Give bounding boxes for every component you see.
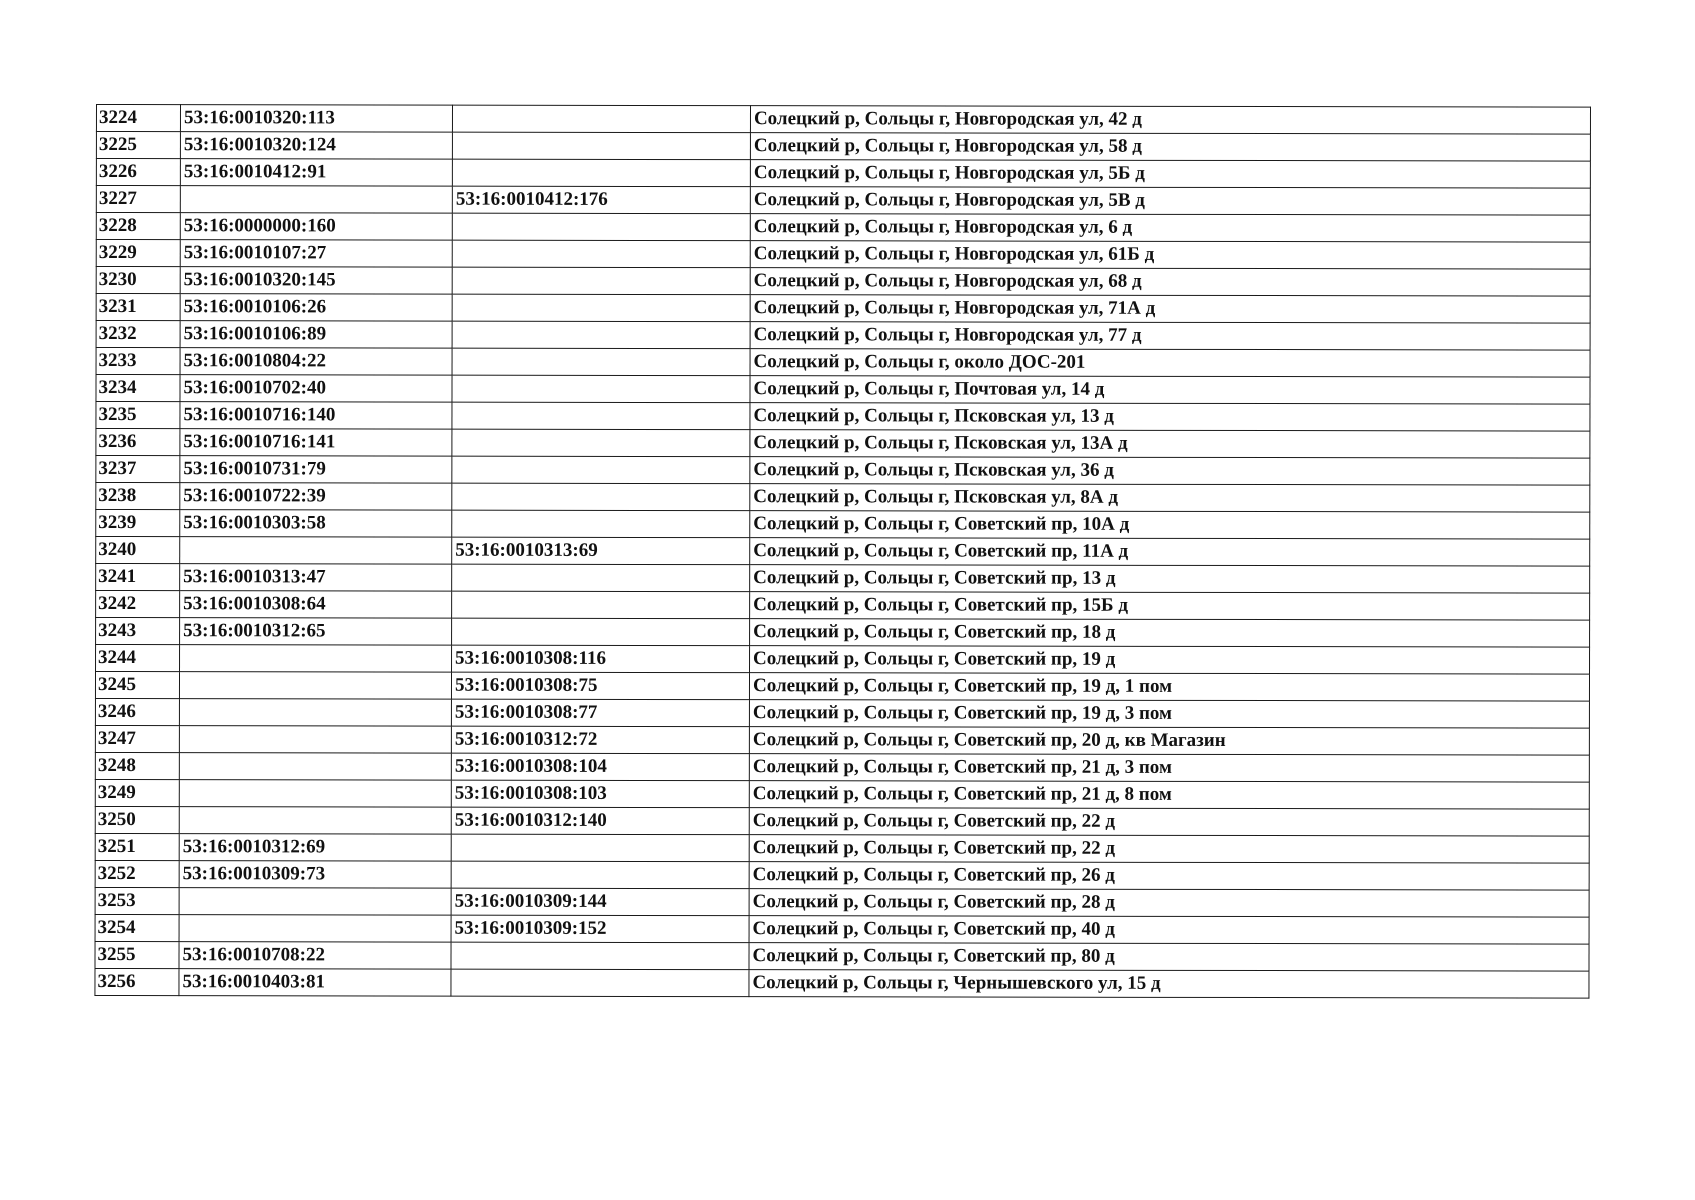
address-cell: Солецкий р, Сольцы г, Новгородская ул, 77 д [750, 322, 1590, 350]
cadastral-number-cell [179, 915, 451, 942]
table-row [96, 294, 1590, 324]
table-row [96, 618, 1590, 648]
cadastral-number-alt-cell [452, 213, 750, 241]
cadastral-number-cell: 53:16:0010320:145 [180, 267, 452, 294]
address-cell: Солецкий р, Сольцы г, Советский пр, 26 д [749, 862, 1589, 890]
cadastral-number-alt-cell [452, 348, 750, 376]
cadastral-number-alt-cell [452, 132, 750, 160]
cadastral-number-alt-cell [452, 402, 750, 430]
table-row [95, 806, 1589, 836]
row-number-cell: 3254 [95, 914, 179, 941]
row-number-cell: 3243 [96, 618, 180, 645]
cadastral-number-alt-cell: 53:16:0010312:72 [451, 726, 749, 754]
address-cell: Солецкий р, Сольцы г, Новгородская ул, 5В д [750, 187, 1590, 215]
row-number-cell: 3236 [96, 429, 180, 456]
address-cell: Солецкий р, Сольцы г, Псковская ул, 8А д [750, 484, 1590, 512]
cadastral-number-cell: 53:16:0010403:81 [179, 969, 451, 996]
address-cell: Солецкий р, Сольцы г, Советский пр, 11А д [750, 538, 1590, 566]
cadastral-number-alt-cell [452, 456, 750, 484]
row-number-cell: 3250 [95, 806, 179, 833]
row-number-cell: 3247 [95, 725, 179, 752]
cadastral-number-cell: 53:16:0010309:73 [179, 861, 451, 888]
cadastral-number-alt-cell [452, 267, 750, 295]
cadastral-number-alt-cell: 53:16:0010308:103 [451, 780, 749, 808]
registry-table [94, 104, 1591, 999]
row-number-cell: 3248 [95, 752, 179, 779]
address-cell: Солецкий р, Сольцы г, Советский пр, 20 д, кв Магазин [749, 727, 1589, 755]
table-row [95, 941, 1589, 971]
cadastral-number-alt-cell [452, 564, 750, 592]
table-row [95, 698, 1589, 728]
cadastral-number-alt-cell [452, 240, 750, 268]
cadastral-number-alt-cell: 53:16:0010309:144 [451, 888, 749, 916]
table-row [95, 914, 1589, 944]
address-cell: Солецкий р, Сольцы г, Советский пр, 10А д [750, 511, 1590, 539]
cadastral-number-alt-cell [452, 591, 750, 619]
address-cell: Солецкий р, Сольцы г, Новгородская ул, 58 д [750, 133, 1590, 161]
row-number-cell: 3230 [96, 267, 180, 294]
address-cell: Солецкий р, Сольцы г, Новгородская ул, 68 д [750, 268, 1590, 296]
row-number-cell: 3240 [96, 537, 180, 564]
row-number-cell: 3239 [96, 510, 180, 537]
cadastral-number-alt-cell: 53:16:0010309:152 [451, 915, 749, 943]
address-cell: Солецкий р, Сольцы г, Псковская ул, 13 д [750, 403, 1590, 431]
table-row [96, 591, 1590, 621]
cadastral-number-alt-cell [451, 861, 749, 889]
table-row [95, 887, 1589, 917]
row-number-cell: 3227 [96, 186, 180, 213]
row-number-cell: 3225 [96, 132, 180, 159]
row-number-cell: 3253 [95, 887, 179, 914]
table-row [95, 672, 1589, 702]
row-number-cell: 3238 [96, 483, 180, 510]
row-number-cell: 3246 [95, 698, 179, 725]
address-cell: Солецкий р, Сольцы г, Новгородская ул, 71А д [750, 295, 1590, 323]
address-cell: Солецкий р, Сольцы г, Псковская ул, 13А д [750, 430, 1590, 458]
address-cell: Солецкий р, Сольцы г, Советский пр, 19 д [750, 646, 1590, 674]
address-cell: Солецкий р, Сольцы г, Советский пр, 22 д [749, 808, 1589, 836]
table-row [95, 860, 1589, 890]
table-row [96, 402, 1590, 432]
row-number-cell: 3235 [96, 402, 180, 429]
cadastral-number-cell: 53:16:0010107:27 [180, 240, 452, 267]
address-cell: Солецкий р, Сольцы г, Новгородская ул, 42 д [750, 106, 1590, 134]
table-row [96, 645, 1590, 675]
address-cell: Солецкий р, Сольцы г, Советский пр, 21 д, 8 пом [749, 781, 1589, 809]
row-number-cell: 3244 [96, 645, 180, 672]
row-number-cell: 3242 [96, 591, 180, 618]
address-cell: Солецкий р, Сольцы г, Почтовая ул, 14 д [750, 376, 1590, 404]
table-row [96, 537, 1590, 567]
row-number-cell: 3251 [95, 833, 179, 860]
cadastral-number-alt-cell: 53:16:0010312:140 [451, 807, 749, 835]
cadastral-number-cell [179, 888, 451, 915]
address-cell: Солецкий р, Сольцы г, Советский пр, 21 д, 3 пом [749, 754, 1589, 782]
table-row [96, 240, 1590, 270]
row-number-cell: 3231 [96, 294, 180, 321]
table-row [96, 510, 1590, 540]
cadastral-number-cell: 53:16:0000000:160 [180, 213, 452, 240]
table-row [96, 429, 1590, 459]
row-number-cell: 3229 [96, 240, 180, 267]
cadastral-number-cell: 53:16:0010320:124 [180, 132, 452, 159]
address-cell: Солецкий р, Сольцы г, Новгородская ул, 6 д [750, 214, 1590, 242]
row-number-cell: 3249 [95, 779, 179, 806]
cadastral-number-cell: 53:16:0010716:141 [180, 429, 452, 456]
cadastral-number-cell: 53:16:0010320:113 [180, 105, 452, 132]
cadastral-number-cell: 53:16:0010804:22 [180, 348, 452, 375]
address-cell: Солецкий р, Сольцы г, Советский пр, 19 д, 1 пом [749, 673, 1589, 701]
cadastral-number-cell: 53:16:0010702:40 [180, 375, 452, 402]
cadastral-number-alt-cell [452, 429, 750, 457]
cadastral-number-alt-cell [452, 483, 750, 511]
cadastral-number-alt-cell: 53:16:0010308:77 [451, 699, 749, 727]
table-row [95, 968, 1589, 998]
row-number-cell: 3224 [96, 105, 180, 132]
cadastral-number-alt-cell: 53:16:0010308:104 [451, 753, 749, 781]
address-cell: Солецкий р, Сольцы г, Советский пр, 40 д [749, 916, 1589, 944]
table-row [96, 375, 1590, 405]
cadastral-number-cell: 53:16:0010731:79 [180, 456, 452, 483]
table-row [96, 213, 1590, 243]
table-row [95, 725, 1589, 755]
table-row [96, 321, 1590, 351]
row-number-cell: 3245 [95, 672, 179, 699]
cadastral-number-alt-cell [452, 618, 750, 646]
table-row [96, 267, 1590, 297]
cadastral-number-cell [179, 780, 451, 807]
address-cell: Солецкий р, Сольцы г, Новгородская ул, 61Б д [750, 241, 1590, 269]
table-row [96, 132, 1590, 162]
cadastral-number-cell [179, 672, 451, 699]
row-number-cell: 3252 [95, 860, 179, 887]
cadastral-number-alt-cell [452, 105, 750, 133]
row-number-cell: 3241 [96, 564, 180, 591]
cadastral-number-alt-cell [451, 942, 749, 970]
cadastral-number-alt-cell: 53:16:0010308:116 [452, 645, 750, 673]
cadastral-number-cell [179, 753, 451, 780]
cadastral-number-cell: 53:16:0010303:58 [180, 510, 452, 537]
cadastral-number-cell: 53:16:0010708:22 [179, 942, 451, 969]
row-number-cell: 3256 [95, 968, 179, 995]
cadastral-number-cell [179, 726, 451, 753]
table-row [96, 186, 1590, 216]
cadastral-number-cell [180, 537, 452, 564]
address-cell: Солецкий р, Сольцы г, Советский пр, 13 д [750, 565, 1590, 593]
registry-table-body [95, 105, 1591, 999]
cadastral-number-cell: 53:16:0010308:64 [180, 591, 452, 618]
table-row [95, 833, 1589, 863]
cadastral-number-alt-cell [452, 294, 750, 322]
cadastral-number-alt-cell: 53:16:0010313:69 [452, 537, 750, 565]
cadastral-number-cell: 53:16:0010412:91 [180, 159, 452, 186]
row-number-cell: 3237 [96, 456, 180, 483]
cadastral-number-cell: 53:16:0010313:47 [180, 564, 452, 591]
cadastral-number-alt-cell [452, 159, 750, 187]
row-number-cell: 3233 [96, 348, 180, 375]
address-cell: Солецкий р, Сольцы г, около ДОС-201 [750, 349, 1590, 377]
cadastral-number-cell: 53:16:0010106:26 [180, 294, 452, 321]
table-row [96, 483, 1590, 513]
cadastral-number-alt-cell [451, 969, 749, 997]
cadastral-number-cell: 53:16:0010722:39 [180, 483, 452, 510]
cadastral-number-cell [179, 699, 451, 726]
cadastral-number-cell [179, 807, 451, 834]
cadastral-number-alt-cell [452, 375, 750, 403]
cadastral-number-cell [180, 186, 452, 213]
table-row [96, 159, 1590, 189]
cadastral-number-alt-cell [452, 510, 750, 538]
address-cell: Солецкий р, Сольцы г, Советский пр, 19 д, 3 пом [749, 700, 1589, 728]
address-cell: Солецкий р, Сольцы г, Советский пр, 28 д [749, 889, 1589, 917]
table-row [96, 105, 1590, 135]
cadastral-number-cell [180, 645, 452, 672]
cadastral-number-cell: 53:16:0010106:89 [180, 321, 452, 348]
address-cell: Солецкий р, Сольцы г, Псковская ул, 36 д [750, 457, 1590, 485]
address-cell: Солецкий р, Сольцы г, Чернышевского ул, 15 д [749, 970, 1589, 998]
cadastral-number-cell: 53:16:0010312:65 [180, 618, 452, 645]
cadastral-number-cell: 53:16:0010312:69 [179, 834, 451, 861]
table-row [96, 564, 1590, 594]
row-number-cell: 3234 [96, 375, 180, 402]
address-cell: Солецкий р, Сольцы г, Новгородская ул, 5Б д [750, 160, 1590, 188]
cadastral-number-cell: 53:16:0010716:140 [180, 402, 452, 429]
address-cell: Солецкий р, Сольцы г, Советский пр, 22 д [749, 835, 1589, 863]
cadastral-number-alt-cell: 53:16:0010308:75 [451, 672, 749, 700]
row-number-cell: 3226 [96, 159, 180, 186]
table-row [96, 348, 1590, 378]
cadastral-number-alt-cell: 53:16:0010412:176 [452, 186, 750, 214]
address-cell: Солецкий р, Сольцы г, Советский пр, 15Б д [750, 592, 1590, 620]
address-cell: Солецкий р, Сольцы г, Советский пр, 80 д [749, 943, 1589, 971]
row-number-cell: 3232 [96, 321, 180, 348]
table-row [95, 752, 1589, 782]
address-cell: Солецкий р, Сольцы г, Советский пр, 18 д [750, 619, 1590, 647]
row-number-cell: 3228 [96, 213, 180, 240]
table-row [95, 779, 1589, 809]
row-number-cell: 3255 [95, 941, 179, 968]
cadastral-number-alt-cell [452, 321, 750, 349]
table-row [96, 456, 1590, 486]
cadastral-number-alt-cell [451, 834, 749, 862]
